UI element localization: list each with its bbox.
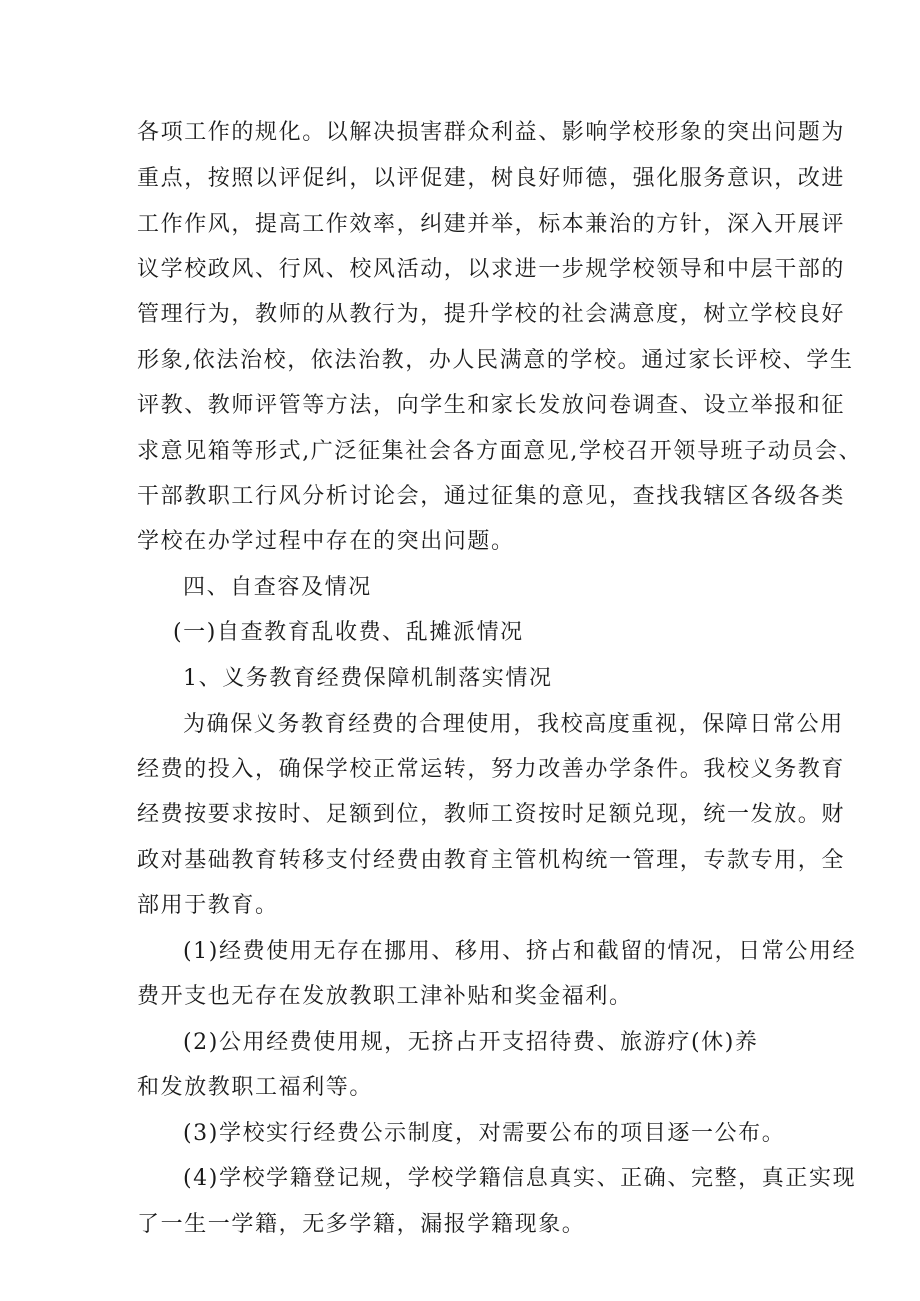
list-item-text: 费开支也无存在发放教职工津补贴和奖金福利。: [137, 984, 633, 1009]
text-line: 部用于教育。: [137, 893, 279, 918]
text-line: 政对基础教育转移支付经费由教育主管机构统一管理，专款专用，全: [137, 848, 846, 873]
section-heading: 四、自查容及情况: [183, 575, 372, 600]
subsection-heading: 1、义务教育经费保障机制落实情况: [183, 666, 553, 691]
text-line: 管理行为，教师的从教行为，提升学校的社会满意度，树立学校良好: [137, 302, 846, 327]
text-line: 干部教职工行风分析讨论会，通过征集的意见，查找我辖区各级各类: [137, 484, 846, 509]
list-item-text: (3)学校实行经费公示制度，对需要公布的项目逐一公布。: [183, 1121, 786, 1146]
text-line: 评教、教师评管等方法，向学生和家长发放问卷调查、设立举报和征: [137, 393, 846, 418]
text-line: 重点，按照以评促纠，以评促建，树良好师德，强化服务意识，改进: [137, 166, 846, 191]
text-line: 学校在办学过程中存在的突出问题。: [137, 529, 515, 554]
list-item-text: (4)学校学籍登记规，学校学籍信息真实、正确、完整，真正实现: [183, 1166, 857, 1191]
subsection-heading: (一)自查教育乱收费、乱摊派情况: [173, 620, 524, 645]
text-line: 工作作风，提高工作效率，纠建并举，标本兼治的方针，深入开展评: [137, 212, 846, 237]
text-line: 各项工作的规化。以解决损害群众利益、影响学校形象的突出问题为: [137, 120, 846, 145]
text-line: 经费的投入，确保学校正常运转，努力改善办学条件。我校义务教育: [137, 757, 846, 782]
list-item-text: 和发放教职工福利等。: [137, 1075, 374, 1100]
list-item-text: (1)经费使用无存在挪用、移用、挤占和截留的情况，日常公用经: [183, 939, 857, 964]
text-line: 为确保义务教育经费的合理使用，我校高度重视，保障日常公用: [183, 712, 844, 737]
text-line: 经费按要求按时、足额到位，教师工资按时足额兑现，统一发放。财: [137, 802, 846, 827]
text-line: 求意见箱等形式,广泛征集社会各方面意见,学校召开领导班子动员会、: [137, 439, 863, 464]
text-line: 议学校政风、行风、校风活动，以求进一步规学校领导和中层干部的: [137, 257, 846, 282]
text-line: 形象,依法治校，依法治教，办人民满意的学校。通过家长评校、学生: [137, 348, 854, 373]
list-item-text: 了一生一学籍，无多学籍，漏报学籍现象。: [137, 1212, 586, 1237]
list-item-text: (2)公用经费使用规，无挤占开支招待费、旅游疗(休)养: [183, 1030, 759, 1055]
